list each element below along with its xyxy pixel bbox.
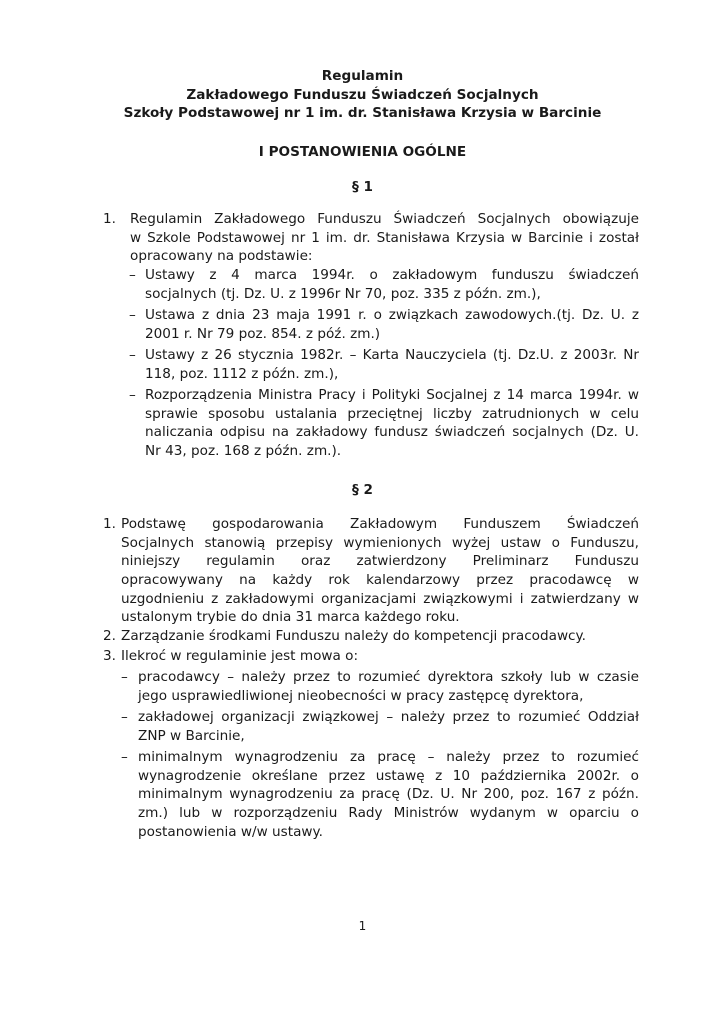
s2-sub-2-dash: – [121,709,128,725]
s1-sub-1-dash: – [129,267,136,283]
s2-sub-3-line-5: postanowienia w/w ustawy. [138,823,323,840]
s1-sub-4-dash: – [129,387,136,403]
s2-sub-1-text [138,668,639,705]
s1-sub-4-text [145,386,639,461]
s1-sub-2-dash: – [129,307,136,323]
s1-sub-4-line-4: Nr 43, poz. 168 z późn. zm.). [145,443,342,460]
s1-sub-4-line-3: naliczania odpisu na zakładowy fundusz świadczeń socjalnych (Dz. U. [145,424,639,441]
s1-sub-1-line-1: Ustawy z 4 marca 1994r. o zakładowym funduszu świadczeń [145,267,639,283]
s1-sub-3-dash: – [129,347,136,363]
s2-item-1-line-6: ustalonym trybie do dnia 31 marca każdego roku. [121,609,460,626]
s2-sub-2-text [138,708,639,745]
s1-sub-2-text [145,306,639,343]
document-title [0,67,725,123]
s1-sub-4-line-1: Rozporządzenia Ministra Pracy i Polityki Socjalnej z 14 marca 1994r. w [145,387,639,403]
s2-sub-2-line-1: zakładowej organizacji związkowej – należy przez to rozumieć Oddział [138,709,639,725]
title-line-1: Regulamin [321,68,404,84]
s2-item-1-line-4: opracowywany na każdy rok kalendarzowy przez pracodawcę w [121,572,639,589]
s2-sub-1-line-2: jego usprawiedliwionej nieobecności w pracy zastępcę dyrektora, [138,687,584,704]
s2-item-1-line-2: Socjalnych stanowią przepisy wymienionych wyżej ustaw o Funduszu, [121,534,639,551]
s2-item-1-number: 1. [103,516,116,532]
s1-item-1-line-1: Regulamin Zakładowego Funduszu Świadczeń Socjalnych obowiązuje [130,211,639,227]
title-line-3: Szkoły Podstawowej nr 1 im. dr. Stanisława Krzysia w Barcinie [123,105,602,122]
s2-item-1-line-5: uzgodnieniu z zakładowymi organizacjami związkowymi i zatwierdzany w [121,590,639,607]
s1-sub-3-line-2: 118, poz. 1112 z późn. zm.), [145,365,339,382]
s1-item-1-number: 1. [103,211,116,227]
s1-sub-3-line-1: Ustawy z 26 stycznia 1982r. – Karta Nauczyciela (tj. Dz.U. z 2003r. Nr [145,347,639,363]
s2-sub-1-dash: – [121,669,128,685]
s2-sub-3-line-3: minimalnym wynagrodzeniu za pracę (Dz. U. Nr 200, poz. 167 z późn. [138,786,639,803]
s1-item-1-text [130,210,639,266]
s1-sub-4-line-2: sprawie sposobu ustalania przeciętnej liczby zatrudnionych w celu [145,405,639,422]
s2-sub-3-dash: – [121,749,128,765]
s2-sub-1-line-1: pracodawcy – należy przez to rozumieć dyrektora szkoły lub w czasie [138,669,639,685]
section-1-heading: § 1 [352,179,373,195]
s1-item-1-line-2: w Szkole Podstawowej nr 1 im. dr. Stanisława Krzysia w Barcinie i został [130,229,639,246]
s2-sub-3-line-1: minimalnym wynagrodzeniu za pracę – należy przez to rozumieć [138,749,639,765]
s2-item-1-text [121,515,639,627]
s2-item-3-text [121,647,639,666]
s1-sub-2-line-1: Ustawa z dnia 23 maja 1991 r. o związkach zawodowych.(tj. Dz. U. z [145,307,639,323]
section-2-heading: § 2 [352,482,373,498]
s2-item-1-line-1: Podstawę gospodarowania Zakładowym Funduszem Świadczeń [121,516,639,532]
s1-item-1-line-3: opracowany na podstawie: [130,248,313,265]
s2-item-1-line-3: niniejszy regulamin oraz zatwierdzony Preliminarz Funduszu [121,553,639,570]
title-line-2: Zakładowego Funduszu Świadczeń Socjalnych [186,86,539,103]
s2-sub-3-line-4: zm.) lub w rozporządzeniu Rady Ministrów wydanym w oparciu o [138,805,639,822]
s2-sub-2-line-2: ZNP w Barcinie, [138,727,245,744]
s2-item-2-number: 2. [103,628,116,644]
s1-sub-3-text [145,346,639,383]
s2-sub-3-text [138,748,639,841]
page-number: 1 [358,919,367,933]
s2-item-2-line-1: Zarządzanie środkami Funduszu należy do kompetencji pracodawcy. [121,628,586,644]
s1-sub-2-line-2: 2001 r. Nr 79 poz. 854. z póź. zm.) [145,325,381,342]
s2-item-3-number: 3. [103,648,116,664]
s2-item-2-text [121,627,639,646]
s1-sub-1-line-2: socjalnych (tj. Dz. U. z 1996r Nr 70, poz. 335 z późn. zm.), [145,285,541,302]
chapter-heading: I POSTANOWIENIA OGÓLNE [258,144,467,160]
s2-item-3-line-1: Ilekroć w regulaminie jest mowa o: [121,648,359,664]
s2-sub-3-line-2: wynagrodzenie określane przez ustawę z 10 października 2002r. o [138,767,639,784]
s1-sub-1-text [145,266,639,303]
